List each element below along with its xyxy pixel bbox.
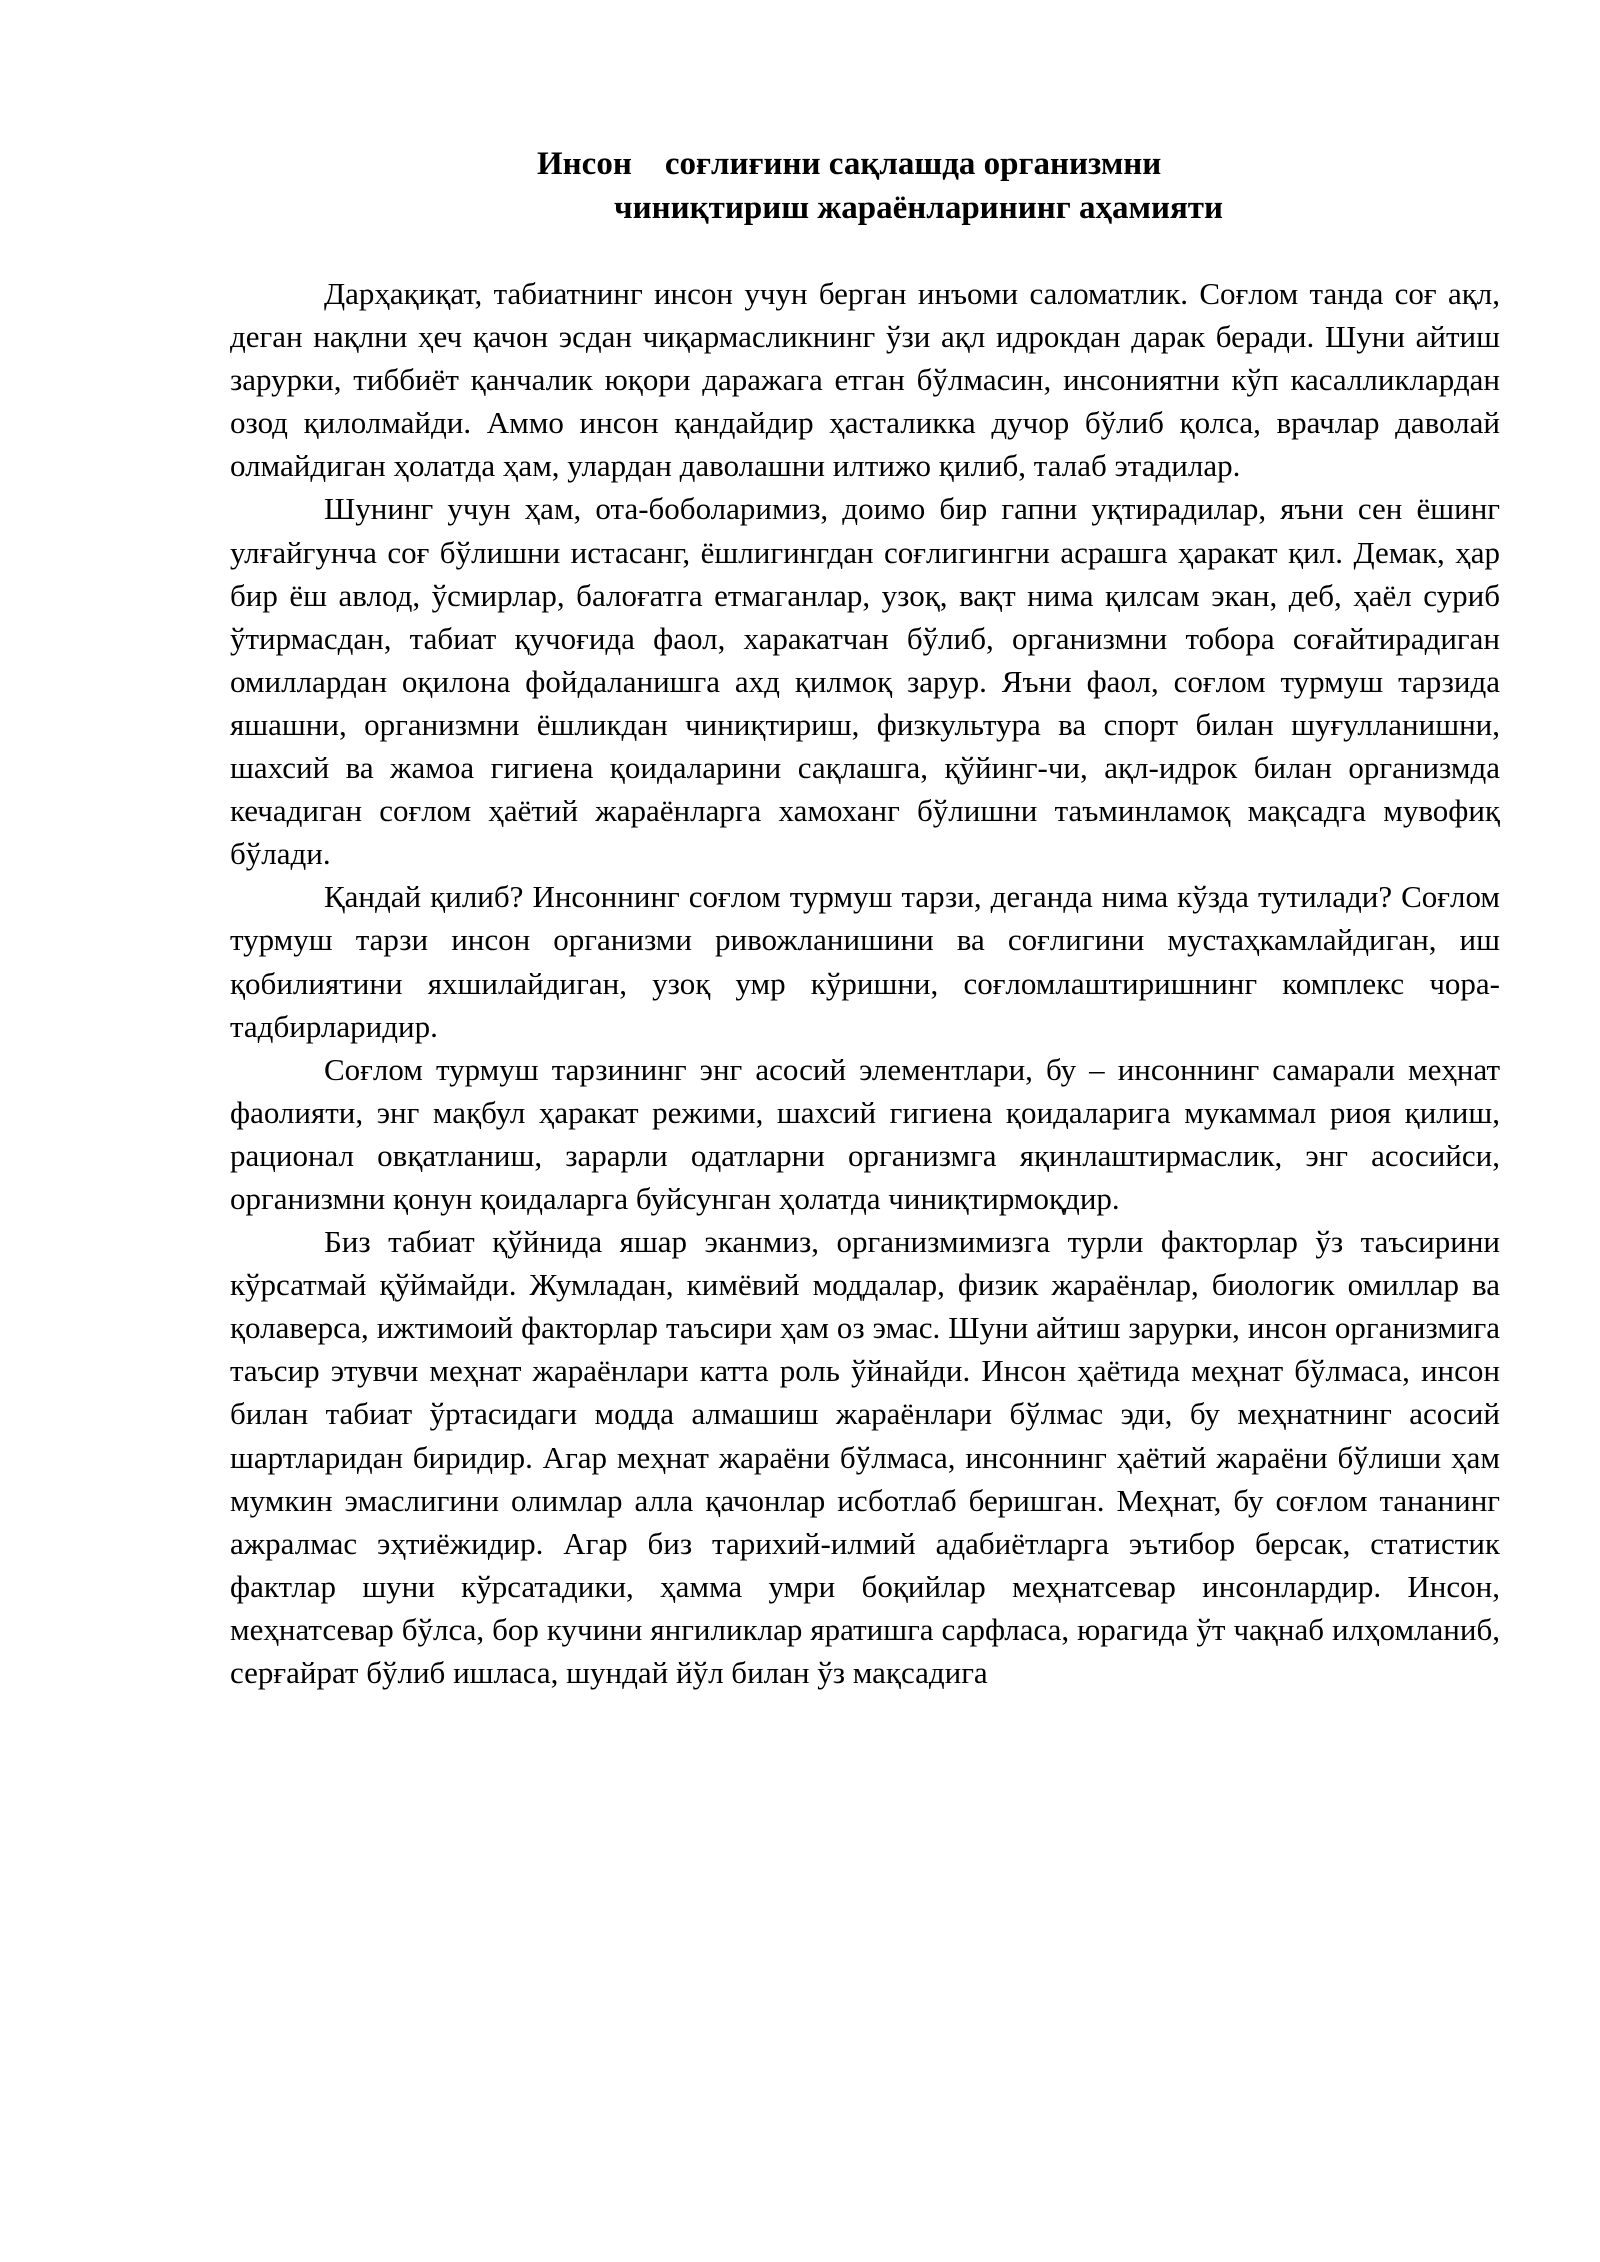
paragraph-2: Шунинг учун ҳам, ота-боболаримиз, доимо бир гапни уқтирадилар, яъни сен ёшинг улғайгунча соғ бўлишни истасанг, ёшлигингдан соғлигингни асрашга ҳаракат қил. Демак, ҳар бир ёш авлод, ўсмирлар, балоғатга етмаганлар, узоқ, вақт нима қилсам экан, деб, ҳаёл суриб ўтирмасдан, табиат қучоғида фаол, харакатчан бўлиб, организмни тобора соғайтирадиган омиллардан оқилона фойдаланишга ахд қилмоқ зарур. Яъни фаол, соғлом турмуш тарзида яшашни, организмни ёшликдан чиниқтириш, физкультура ва спорт билан шуғулланишни, шахсий ва жамоа гигиена қоидаларини сақлашга, қўйинг-чи, ақл-идрок билан организмда кечадиган соғлом ҳаётий жараёнларга хамоханг бўлишни таъминламоқ мақсадга мувофиқ бўлади. [230, 491, 1500, 872]
paragraph-4: Соғлом турмуш тарзининг энг асосий элементлари, бу – инсоннинг самарали меҳнат фаолияти, энг мақбул ҳаракат режими, шахсий гигиена қоидаларига мукаммал риоя қилиш, рационал овқатланиш, зарарли одатларни организмга яқинлаштирмаслик, энг асосийси, организмни қонун қоидаларга буйсунган ҳолатда чиниқтирмоқдир. [230, 1051, 1500, 1216]
paragraph-1: Дарҳақиқат, табиатнинг инсон учун берган инъоми саломатлик. Соғлом танда соғ ақл, деган нақлни ҳеч қачон эсдан чиқармасликнинг ўзи ақл идрокдан дарак беради. Шуни айтиш зарурки, тиббиёт қанчалик юқори даражага етган бўлмасин, инсониятни кўп касалликлардан озод қилолмайди. Аммо инсон қандайдир ҳасталикка дучор бўлиб қолса, врачлар даволай олмайдиган ҳолатда ҳам, улардан даволашни илтижо қилиб, талаб этадилар. [230, 276, 1500, 484]
paragraph-3: Қандай қилиб? Инсоннинг соғлом турмуш тарзи, деганда нима кўзда тутилади? Соғлом турмуш тарзи инсон организми ривожланишини ва соғлигини мустаҳкамлайдиган, иш қобилиятини яхшилайдиган, узоқ умр кўришни, соғломлаштиришнинг комплекс чора-тадбирларидир. [230, 879, 1500, 1044]
document-body [230, 272, 1500, 1694]
paragraph-5: Биз табиат қўйнида яшар эканмиз, организмимизга турли факторлар ўз таъсирини кўрсатмай қўймайди. Жумладан, кимёвий моддалар, физик жараёнлар, биологик омиллар ва қолаверса, ижтимоий факторлар таъсири ҳам оз эмас. Шуни айтиш зарурки, инсон организмига таъсир этувчи меҳнат жараёнлари катта роль ўйнайди. Инсон ҳаётида меҳнат бўлмаса, инсон билан табиат ўртасидаги модда алмашиш жараёнлари бўлмас эди, бу меҳнатнинг асосий шартларидан биридир. Агар меҳнат жараёни бўлмаса, инсоннинг ҳаётий жараёни бўлиши ҳам мумкин эмаслигини олимлар алла қачонлар исботлаб беришган. Меҳнат, бу соғлом тананинг ажралмас эҳтиёжидир. Агар биз тарихий-илмий адабиётларга эътибор берсак, статистик фактлар шуни кўрсатадики, ҳамма умри боқийлар меҳнатсевар инсонлардир. Инсон, меҳнатсевар бўлса, бор кучини янгиликлар яратишга сарфласа, юрагида ўт чақнаб илҳомланиб, серғайрат бўлиб ишласа, шундай йўл билан ўз мақсадига [230, 1224, 1500, 1690]
document-title-line-2: чиниқтириш жараёнларининг аҳамияти [614, 190, 1224, 226]
document-title-line-1: Инсон соғлиғини сақлашда организмни [537, 146, 1162, 182]
